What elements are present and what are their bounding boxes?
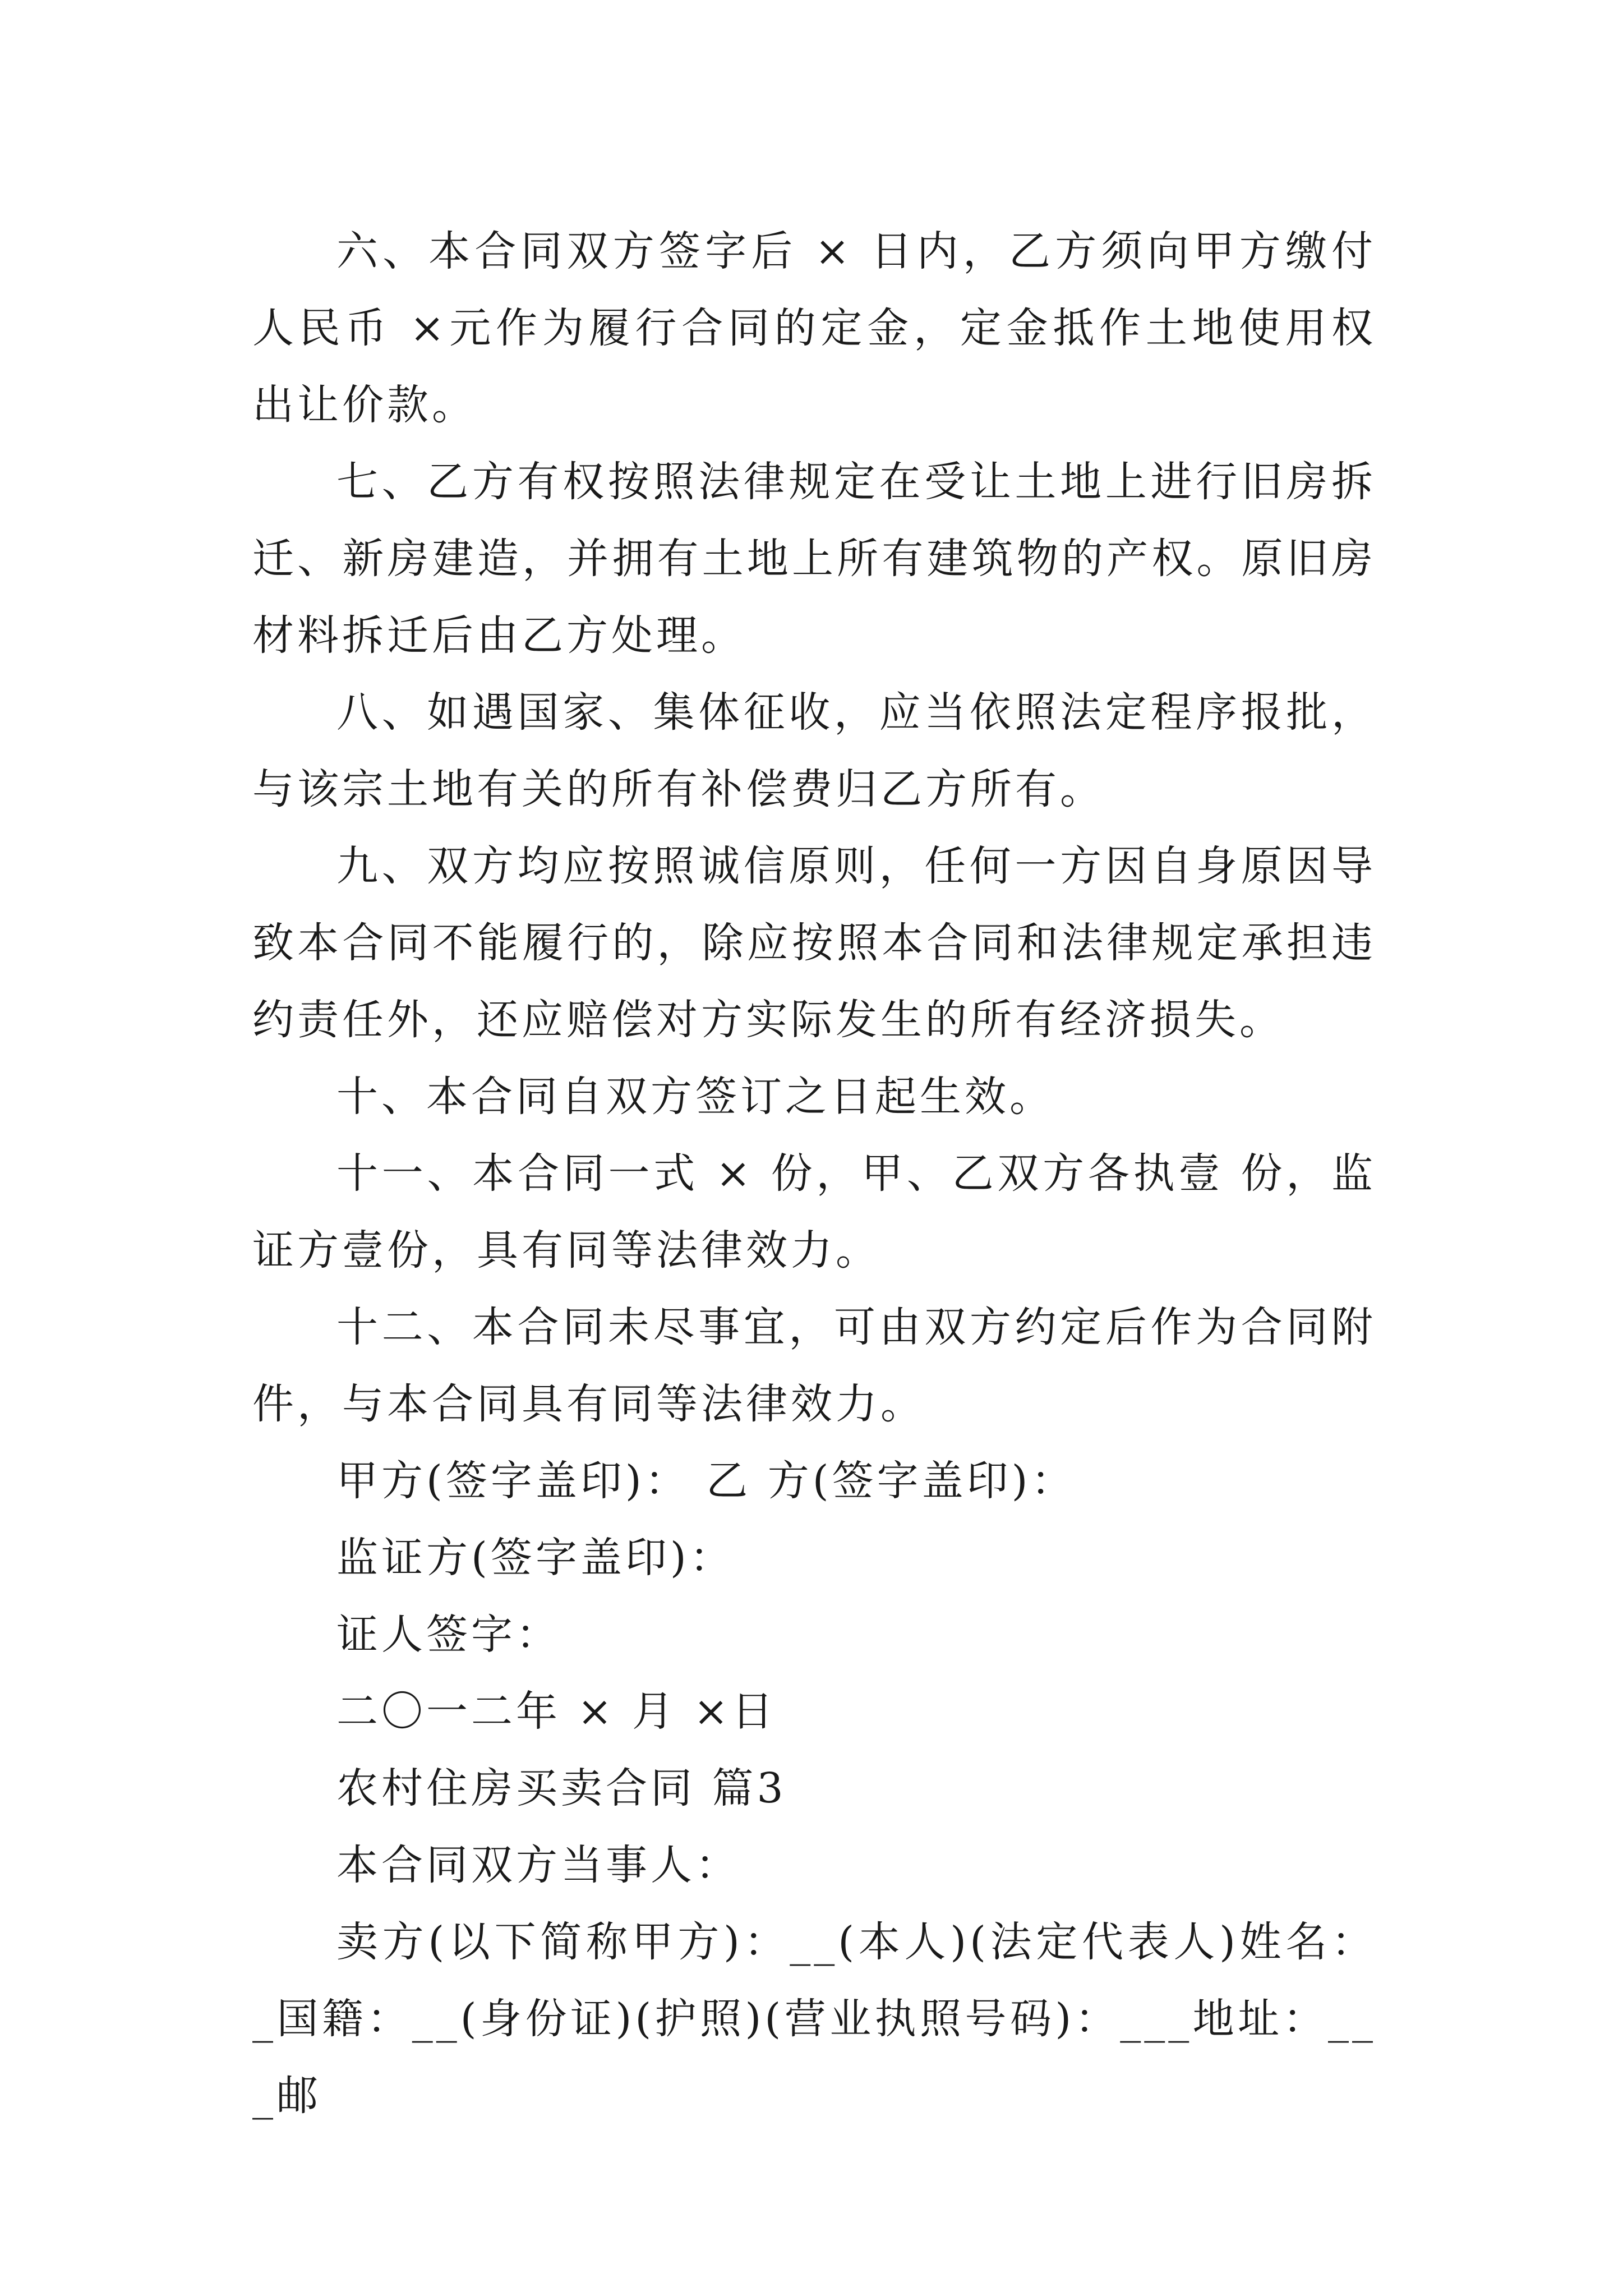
clause-11: 十一、本合同一式 × 份，甲、乙双方各执壹 份，监证方壹份，具有同等法律效力。 (252, 1149, 1376, 1274)
clause-10: 十、本合同自双方签订之日起生效。 (336, 1073, 1054, 1121)
clause-9: 九、双方均应按照诚信原则，任何一方因自身原因导致本合同不能履行的，除应按照本合同和法律规定承担违约责任外，还应赔偿对方实际发生的所有经济损失。 (252, 842, 1376, 1044)
witness-signature-label: 证人签字： (336, 1611, 561, 1659)
contract-date: 二〇一二年 × 月 ×日 (336, 1687, 777, 1736)
parties-intro: 本合同双方当事人： (336, 1841, 740, 1889)
seller-info: 卖方(以下简称甲方)：__(本人)(法定代表人)姓名：_国籍：__(身份证)(护照)(营业执照号码)：___地址：___邮 (252, 1918, 1376, 2120)
clause-8: 八、如遇国家、集体征收，应当依照法定程序报批，与该宗土地有关的所有补偿费归乙方所有。 (252, 688, 1376, 813)
section-title: 农村住房买卖合同 篇3 (336, 1764, 787, 1812)
signature-line (252, 1443, 1376, 1520)
witness-party-signature-label: 监证方(签字盖印)： (336, 1534, 735, 1582)
party-a-signature-label: 甲方(签字盖印)： (336, 1457, 690, 1505)
clause-12: 十二、本合同未尽事宜，可由双方约定后作为合同附件，与本合同具有同等法律效力。 (252, 1303, 1376, 1428)
document-body (252, 213, 1376, 2134)
clause-7: 七、乙方有权按照法律规定在受让土地上进行旧房拆迁、新房建造，并拥有土地上所有建筑物的产权。原旧房材料拆迁后由乙方处理。 (252, 458, 1376, 660)
clause-6: 六、本合同双方签字后 × 日内，乙方须向甲方缴付人民币 ×元作为履行合同的定金，定金抵作土地使用权出让价款。 (252, 227, 1376, 429)
party-b-signature-label: 乙 方(签字盖印)： (706, 1457, 1076, 1505)
